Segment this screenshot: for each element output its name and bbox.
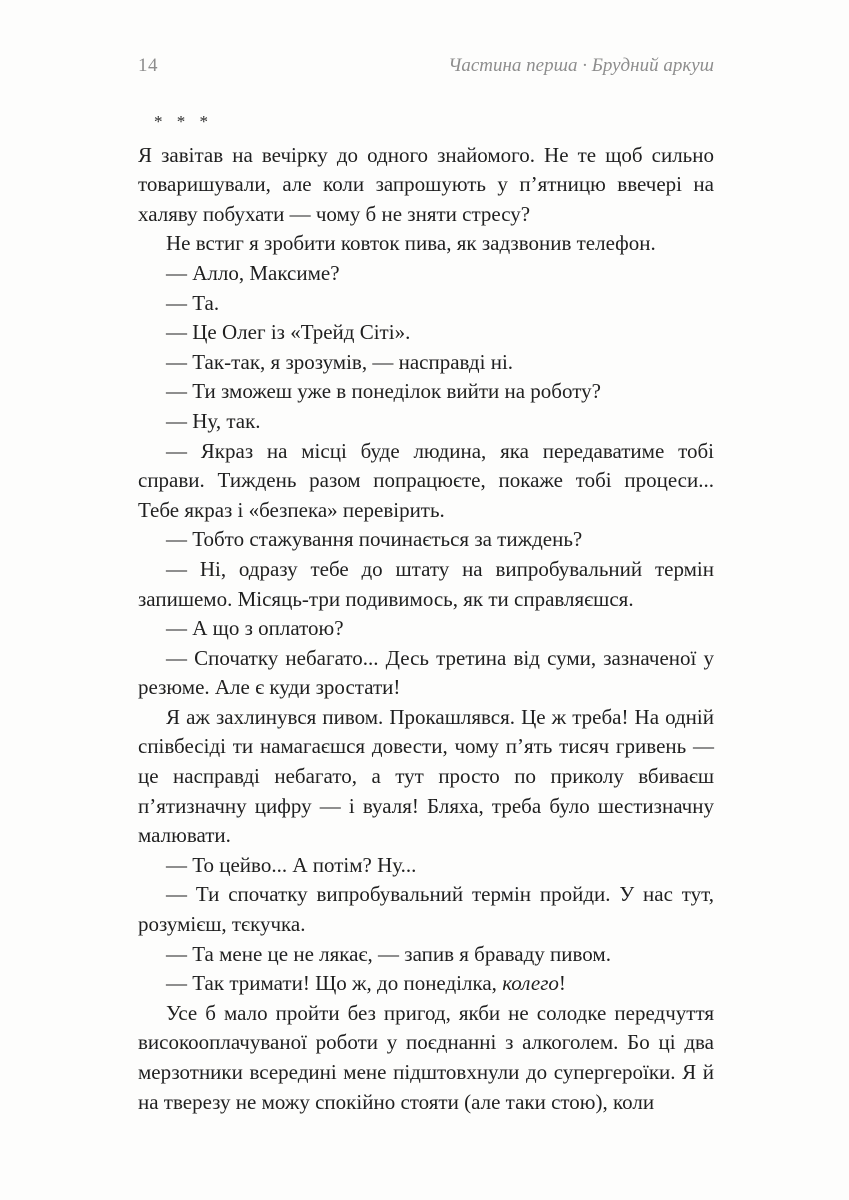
page-number: 14	[138, 55, 158, 76]
paragraph-text: — Ти зможеш уже в понеділок вийти на роботу?	[166, 379, 601, 404]
paragraph	[138, 525, 714, 555]
page-header	[138, 55, 714, 77]
paragraph-text: — Якраз на місці буде людина, яка передаватиме тобі справи. Тиждень разом попрацюєте, покаже тобі процеси... Тебе якраз і «безпека» перевірить.	[138, 438, 714, 522]
paragraph-text: — Ну, так.	[166, 408, 261, 433]
paragraph-text: — Ти спочатку випробувальний термін пройди. У нас тут, розумієш, тєкучка.	[138, 882, 714, 937]
paragraph	[138, 703, 714, 851]
paragraph	[138, 141, 714, 230]
paragraph-text: Я аж захлинувся пивом. Прокашлявся. Це ж треба! На одній співбесіді ти намагаєшся довести, чому п’ять тисяч гривень — це насправді небагато, а тут просто по приколу вбиваєш п’ятизначну цифру — і вуаля! Бляха, треба було шестизначну малювати.	[138, 704, 714, 848]
paragraph-text: — Це Олег із «Трейд Сіті».	[166, 320, 411, 345]
section-break: * * *	[154, 112, 213, 131]
paragraph	[138, 555, 714, 614]
paragraph	[138, 940, 714, 970]
paragraph-text: — Тобто стажування починається за тиждень?	[166, 527, 583, 552]
paragraph	[138, 614, 714, 644]
paragraph-text: Не встиг я зробити ковток пива, як задзвонив телефон.	[166, 231, 656, 256]
paragraph-emphasis: колего	[502, 971, 559, 996]
paragraph-text: — Так-так, я зрозумів, — насправді ні.	[166, 349, 514, 374]
body-text	[138, 107, 714, 1117]
paragraph	[138, 348, 714, 378]
paragraph	[138, 437, 714, 526]
paragraphs-container	[138, 141, 714, 1118]
running-header-title: Частина перша · Брудний аркуш	[448, 55, 714, 76]
paragraph	[138, 644, 714, 703]
paragraph-text: — А що з оплатою?	[166, 616, 344, 641]
paragraph-text: — Так тримати! Що ж, до понеділка,	[166, 971, 503, 996]
paragraph	[138, 880, 714, 939]
paragraph-text: — Та.	[166, 290, 220, 315]
paragraph	[138, 851, 714, 881]
paragraph	[138, 999, 714, 1117]
paragraph	[138, 969, 714, 999]
paragraph-text: !	[558, 971, 566, 996]
paragraph-text: Я завітав на вечірку до одного знайомого. Не те щоб сильно товаришували, але коли запрошують у п’ятницю ввечері на халяву побухати — чому б не зняти стресу?	[138, 142, 714, 226]
paragraph-text: — То цейво... А потім? Ну...	[166, 852, 417, 877]
paragraph	[138, 289, 714, 319]
paragraph-text: — Алло, Максиме?	[166, 260, 340, 285]
paragraph	[138, 407, 714, 437]
paragraph	[138, 229, 714, 259]
paragraph	[138, 259, 714, 289]
paragraph-text: — Ні, одразу тебе до штату на випробувальний термін запишемо. Місяць-три подивимось, як ти справляєшся.	[138, 556, 714, 611]
paragraph-text: Усе б мало пройти без пригод, якби не солодке передчуття високооплачуваної роботи у поєднанні з алкоголем. Бо ці два мерзотники всередині мене підштовхнули до супергероїки. Я й на тверезу не можу спокійно стояти (але таки стою), коли	[138, 1000, 714, 1114]
paragraph	[138, 318, 714, 348]
paragraph-text: — Спочатку небагато... Десь третина від суми, зазначеної у резюме. Але є куди зростати!	[138, 645, 714, 700]
paragraph	[138, 377, 714, 407]
paragraph-text: — Та мене це не лякає, — запив я браваду пивом.	[166, 941, 611, 966]
